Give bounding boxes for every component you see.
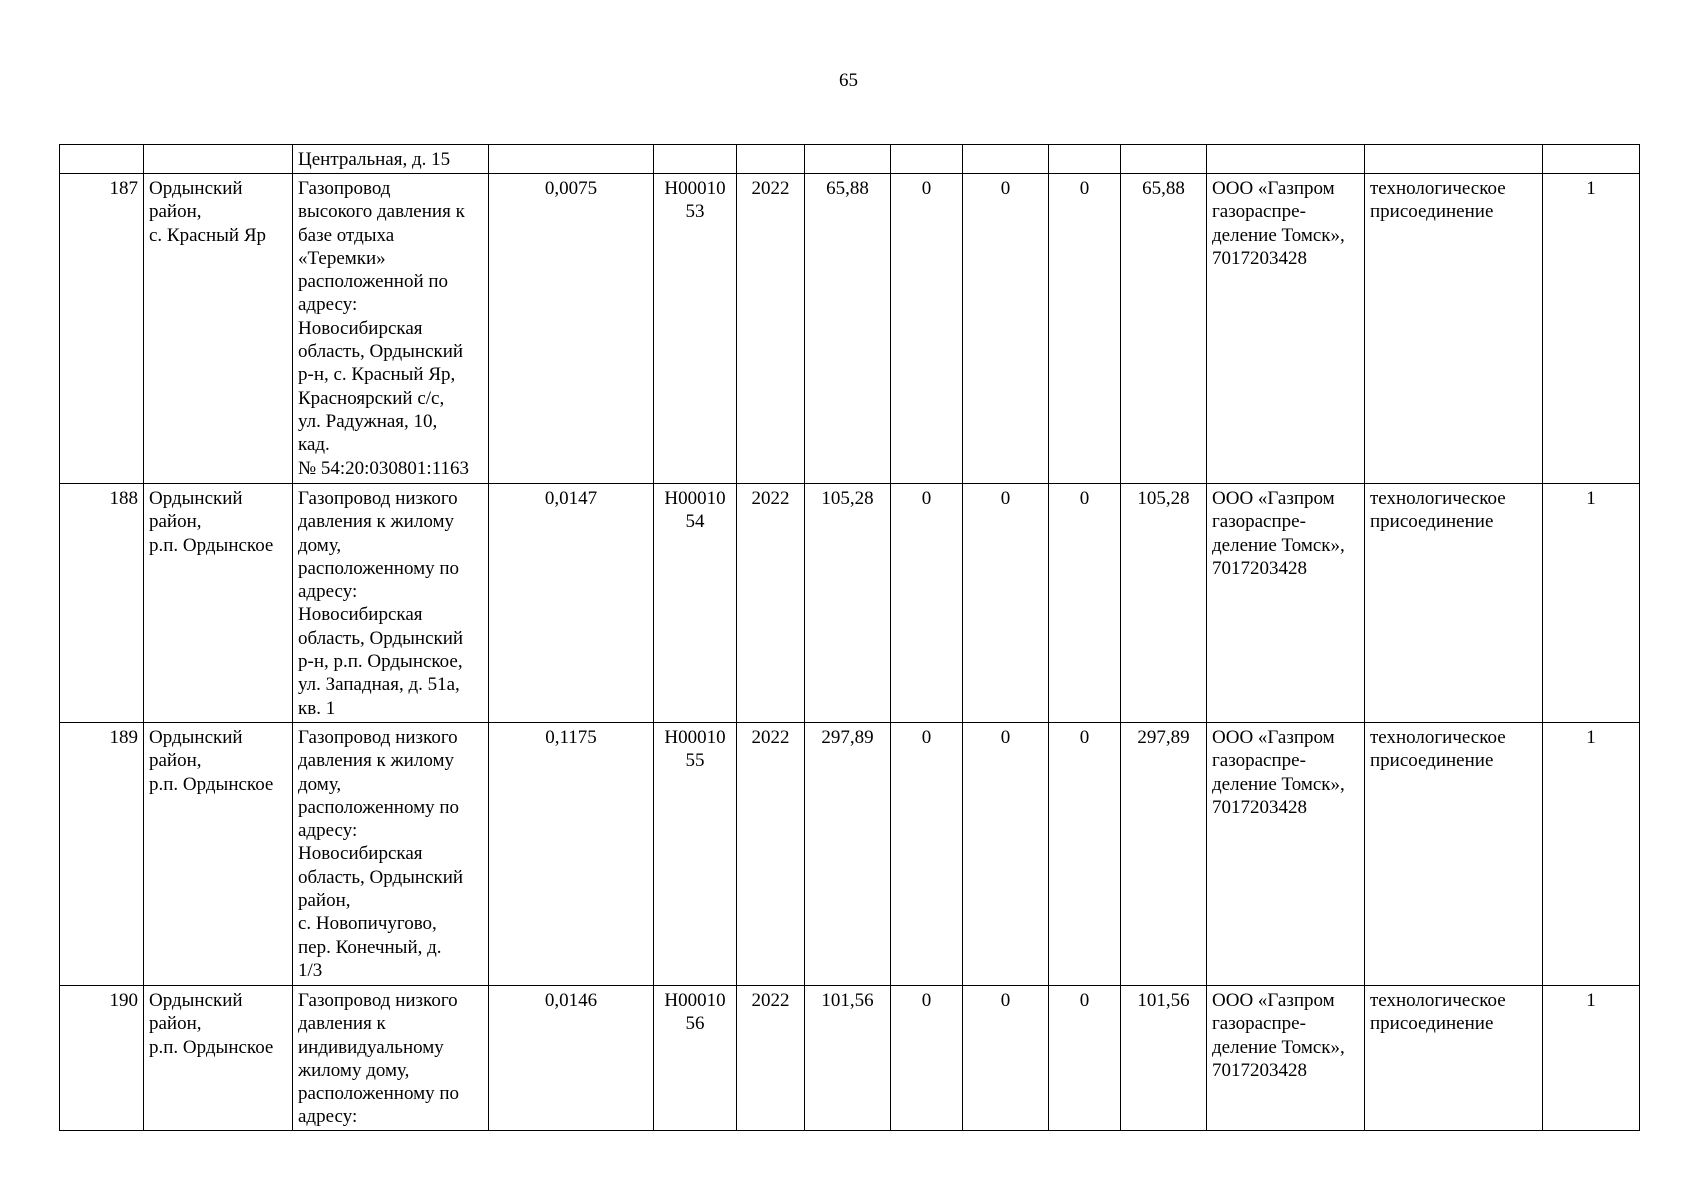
index-cell: 188 bbox=[60, 484, 144, 723]
col-a-cell bbox=[891, 145, 963, 174]
basis-cell: технологическое присоединение bbox=[1365, 986, 1543, 1131]
year-cell bbox=[737, 145, 805, 174]
value-total-cell: 105,28 bbox=[805, 484, 891, 723]
organization-cell: ООО «Газпром газораспре- деление Томск», 7017203428 bbox=[1207, 484, 1365, 723]
col-b-cell bbox=[963, 145, 1049, 174]
description-cell: Газопровод низкого давления к индивидуальному жилому дому, расположенному по адресу: bbox=[293, 986, 489, 1131]
year-cell: 2022 bbox=[737, 174, 805, 484]
description-cell: Газопровод высокого давления к базе отдыха «Теремки» расположенной по адресу: Новосибирская область, Ордынский р-н, с. Красный Яр, Красноярский с/с, ул. Радужная, 10, кад. № 54:20:030801:1163 bbox=[293, 174, 489, 484]
inventory-cell: Н00010 56 bbox=[654, 986, 737, 1131]
col-b-cell: 0 bbox=[963, 723, 1049, 986]
count-cell: 1 bbox=[1543, 723, 1640, 986]
location-cell: Ордынский район, р.п. Ордынское bbox=[144, 986, 293, 1131]
page-number: 65 bbox=[839, 70, 858, 91]
col-a-cell: 0 bbox=[891, 174, 963, 484]
col-c-cell bbox=[1049, 145, 1121, 174]
value-total-cell: 297,89 bbox=[805, 723, 891, 986]
table-row bbox=[60, 174, 1640, 484]
value-final-cell: 297,89 bbox=[1121, 723, 1207, 986]
col-a-cell: 0 bbox=[891, 484, 963, 723]
value-final-cell: 65,88 bbox=[1121, 174, 1207, 484]
organization-cell: ООО «Газпром газораспре- деление Томск», 7017203428 bbox=[1207, 174, 1365, 484]
location-cell: Ордынский район, с. Красный Яр bbox=[144, 174, 293, 484]
index-cell: 187 bbox=[60, 174, 144, 484]
organization-cell bbox=[1207, 145, 1365, 174]
length-cell: 0,0146 bbox=[489, 986, 654, 1131]
organization-cell: ООО «Газпром газораспре- деление Томск», 7017203428 bbox=[1207, 723, 1365, 986]
col-c-cell: 0 bbox=[1049, 723, 1121, 986]
table-row bbox=[60, 986, 1640, 1131]
continuation-row bbox=[60, 145, 1640, 174]
year-cell: 2022 bbox=[737, 986, 805, 1131]
count-cell bbox=[1543, 145, 1640, 174]
basis-cell: технологическое присоединение bbox=[1365, 174, 1543, 484]
description-cell: Центральная, д. 15 bbox=[293, 145, 489, 174]
year-cell: 2022 bbox=[737, 484, 805, 723]
length-cell bbox=[489, 145, 654, 174]
col-b-cell: 0 bbox=[963, 174, 1049, 484]
description-cell: Газопровод низкого давления к жилому дому, расположенному по адресу: Новосибирская область, Ордынский район, с. Новопичугово, пер. Конечный, д. 1/3 bbox=[293, 723, 489, 986]
col-c-cell: 0 bbox=[1049, 484, 1121, 723]
length-cell: 0,0147 bbox=[489, 484, 654, 723]
value-final-cell bbox=[1121, 145, 1207, 174]
col-b-cell: 0 bbox=[963, 986, 1049, 1131]
length-cell: 0,0075 bbox=[489, 174, 654, 484]
col-a-cell: 0 bbox=[891, 723, 963, 986]
organization-cell: ООО «Газпром газораспре- деление Томск», 7017203428 bbox=[1207, 986, 1365, 1131]
index-cell bbox=[60, 145, 144, 174]
index-cell: 190 bbox=[60, 986, 144, 1131]
value-final-cell: 105,28 bbox=[1121, 484, 1207, 723]
inventory-cell bbox=[654, 145, 737, 174]
count-cell: 1 bbox=[1543, 174, 1640, 484]
value-total-cell: 65,88 bbox=[805, 174, 891, 484]
col-c-cell: 0 bbox=[1049, 174, 1121, 484]
length-cell: 0,1175 bbox=[489, 723, 654, 986]
col-c-cell: 0 bbox=[1049, 986, 1121, 1131]
value-total-cell: 101,56 bbox=[805, 986, 891, 1131]
year-cell: 2022 bbox=[737, 723, 805, 986]
location-cell: Ордынский район, р.п. Ордынское bbox=[144, 723, 293, 986]
basis-cell bbox=[1365, 145, 1543, 174]
basis-cell: технологическое присоединение bbox=[1365, 484, 1543, 723]
inventory-cell: Н00010 54 bbox=[654, 484, 737, 723]
basis-cell: технологическое присоединение bbox=[1365, 723, 1543, 986]
count-cell: 1 bbox=[1543, 484, 1640, 723]
inventory-cell: Н00010 53 bbox=[654, 174, 737, 484]
description-cell: Газопровод низкого давления к жилому дому, расположенному по адресу: Новосибирская область, Ордынский р-н, р.п. Ордынское, ул. Западная, д. 51а, кв. 1 bbox=[293, 484, 489, 723]
index-cell: 189 bbox=[60, 723, 144, 986]
inventory-cell: Н00010 55 bbox=[654, 723, 737, 986]
value-final-cell: 101,56 bbox=[1121, 986, 1207, 1131]
table-row bbox=[60, 484, 1640, 723]
count-cell: 1 bbox=[1543, 986, 1640, 1131]
value-total-cell bbox=[805, 145, 891, 174]
table-row bbox=[60, 723, 1640, 986]
location-cell: Ордынский район, р.п. Ордынское bbox=[144, 484, 293, 723]
col-b-cell: 0 bbox=[963, 484, 1049, 723]
col-a-cell: 0 bbox=[891, 986, 963, 1131]
location-cell bbox=[144, 145, 293, 174]
property-register-table bbox=[59, 144, 1640, 1131]
